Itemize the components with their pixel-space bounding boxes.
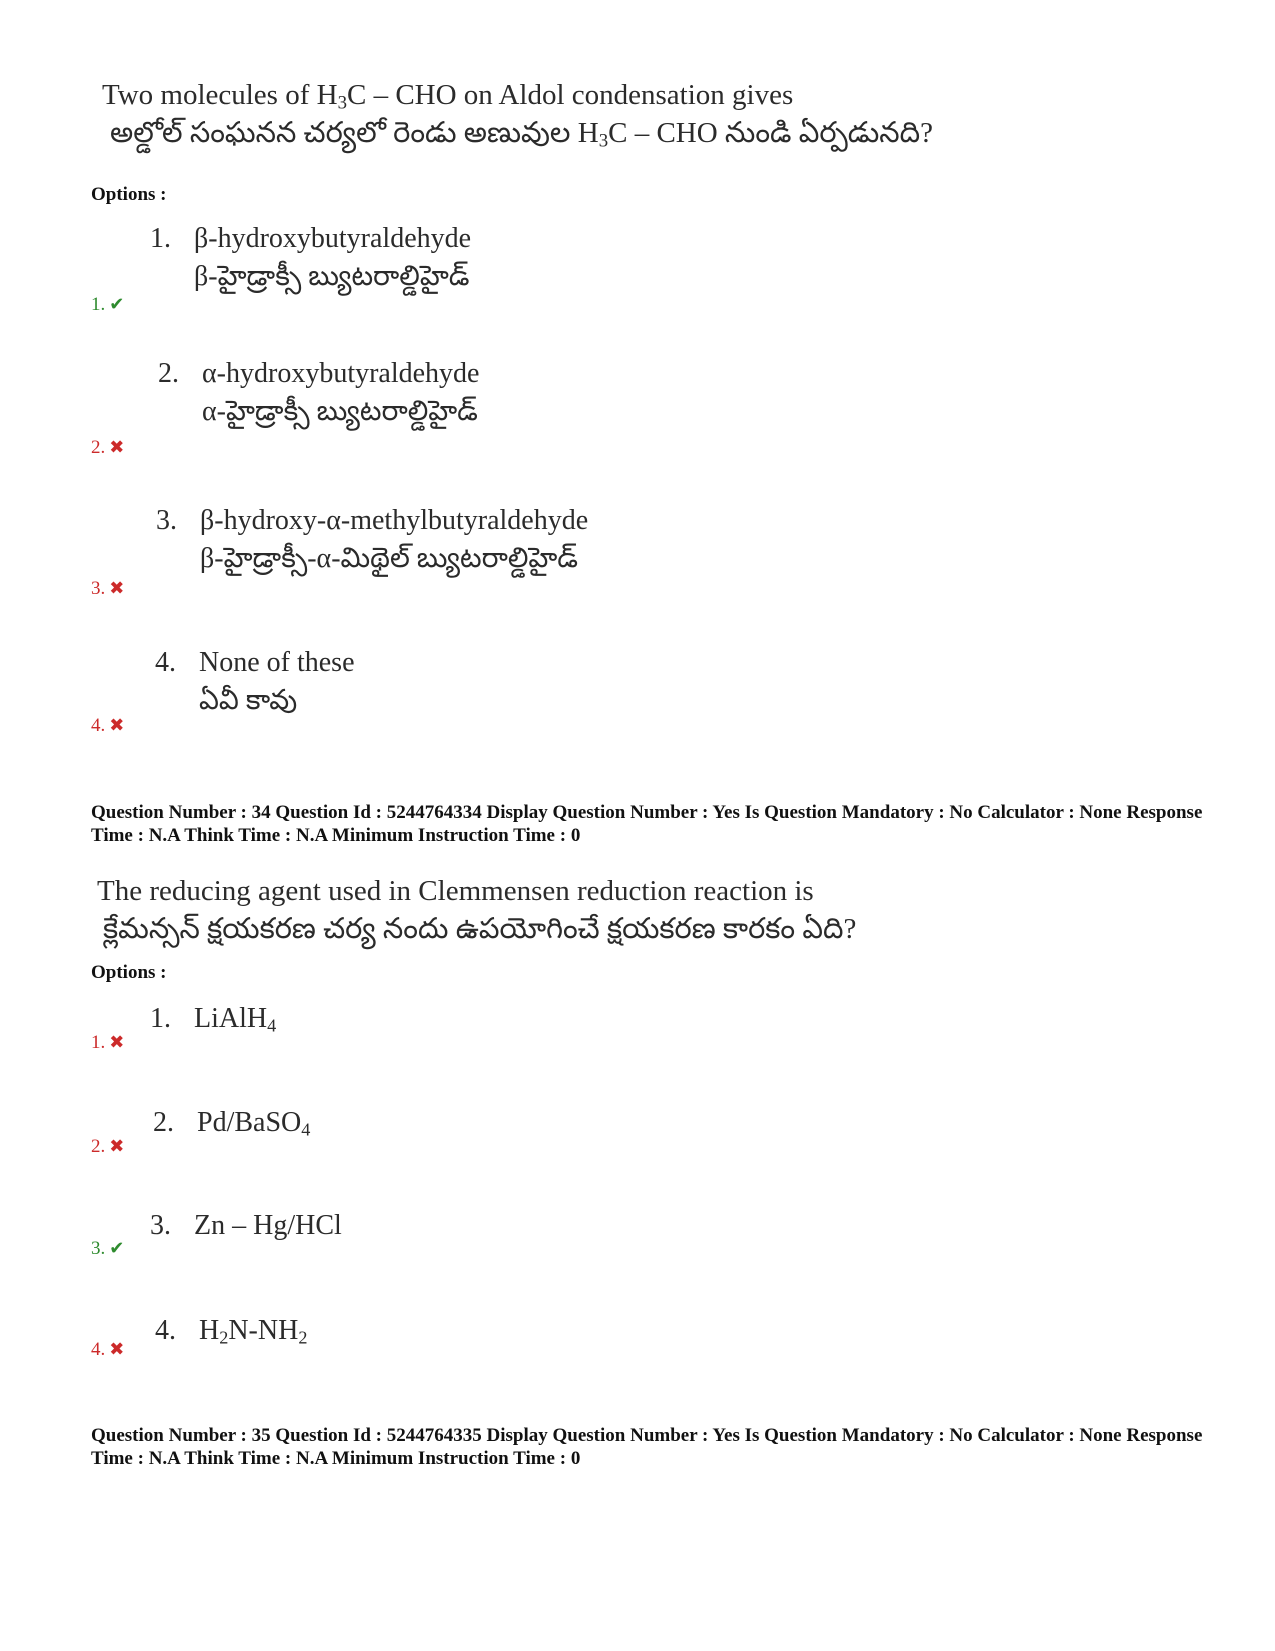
cross-icon: ✖ <box>109 715 125 735</box>
question-34-meta: Question Number : 34 Question Id : 5244764334 Display Question Number : Yes Is Question Mandatory : No Calculator : None Response Time : N.A Think Time : N.A Minimum Instruction Time : 0 <box>91 802 1203 846</box>
question-33-text-te: అల్డోల్ సంఘనన చర్యలో రెండు అణువుల $H_3C$ – CHO నుండి ఏర్పడునది? <box>110 117 933 152</box>
option-1[interactable] <box>150 220 471 296</box>
option-2-status: 2. ✖ <box>91 1136 125 1157</box>
option-4[interactable] <box>155 1312 307 1357</box>
question-34-text-te: క్లేమన్సన్ క్షయకరణ చర్య నందు ఉపయోగించే క్షయకరణ కారకం ఏది? <box>103 913 857 945</box>
option-text-en: α-hydroxybutyraldehyde <box>202 358 480 389</box>
option-4-status: 4. ✖ <box>91 715 125 736</box>
cross-icon: ✖ <box>109 1032 125 1052</box>
option-text: Pd/BaSO$_4$ <box>197 1107 311 1140</box>
option-number: 1. <box>150 1003 171 1034</box>
option-2[interactable] <box>158 355 479 431</box>
option-number: 2. <box>158 358 179 389</box>
option-3-status: 3. ✖ <box>91 578 125 599</box>
option-4-status: 4. ✖ <box>91 1339 125 1360</box>
option-number: 2. <box>153 1107 174 1138</box>
options-label: Options : <box>91 962 167 983</box>
option-text-en: None of these <box>199 647 355 678</box>
cross-icon: ✖ <box>109 1339 125 1359</box>
option-number: 1. <box>150 223 171 254</box>
option-text-en: β-hydroxy-α-methylbutyraldehyde <box>200 505 589 536</box>
cross-icon: ✖ <box>109 437 125 457</box>
option-3-status: 3. ✔ <box>91 1238 125 1259</box>
option-text: Zn – Hg/HCl <box>194 1210 342 1241</box>
option-text-te: β-హైడ్రాక్సీ-α-మిథైల్ బ్యుటరాల్డిహైడ్ <box>200 543 579 574</box>
option-3[interactable] <box>150 1207 342 1245</box>
option-text-te: β-హైడ్రాక్సీ బ్యుటరాల్డిహైడ్ <box>194 261 470 292</box>
option-4[interactable] <box>155 644 355 720</box>
option-1-status: 1. ✔ <box>91 294 125 315</box>
option-3[interactable] <box>156 502 588 578</box>
option-text-en: β-hydroxybutyraldehyde <box>194 223 472 254</box>
option-number: 4. <box>155 1315 176 1346</box>
options-label: Options : <box>91 184 167 205</box>
option-text-te: α-హైడ్రాక్సీ బ్యుటరాల్డిహైడ్ <box>202 396 478 427</box>
option-text-te: ఏవీ కావు <box>199 685 298 716</box>
option-2-status: 2. ✖ <box>91 437 125 458</box>
question-34-text-en: The reducing agent used in Clemmensen reduction reaction is <box>97 875 814 907</box>
option-text: $H_2N-NH_2$ <box>199 1315 308 1348</box>
cross-icon: ✖ <box>109 1136 125 1156</box>
option-text: LiAlH$_4$ <box>194 1003 277 1036</box>
option-number: 3. <box>150 1210 171 1241</box>
option-1-status: 1. ✖ <box>91 1032 125 1053</box>
option-1[interactable] <box>150 1000 276 1045</box>
option-number: 4. <box>155 647 176 678</box>
cross-icon: ✖ <box>109 578 125 598</box>
option-2[interactable] <box>153 1104 310 1149</box>
check-icon: ✔ <box>109 1238 125 1258</box>
question-35-meta: Question Number : 35 Question Id : 5244764335 Display Question Number : Yes Is Question Mandatory : No Calculator : None Response Time : N.A Think Time : N.A Minimum Instruction Time : 0 <box>91 1425 1203 1469</box>
check-icon: ✔ <box>109 294 125 314</box>
question-33-text-en: Two molecules of $H_3C$ – CHO on Aldol condensation gives <box>102 79 794 114</box>
option-number: 3. <box>156 505 177 536</box>
